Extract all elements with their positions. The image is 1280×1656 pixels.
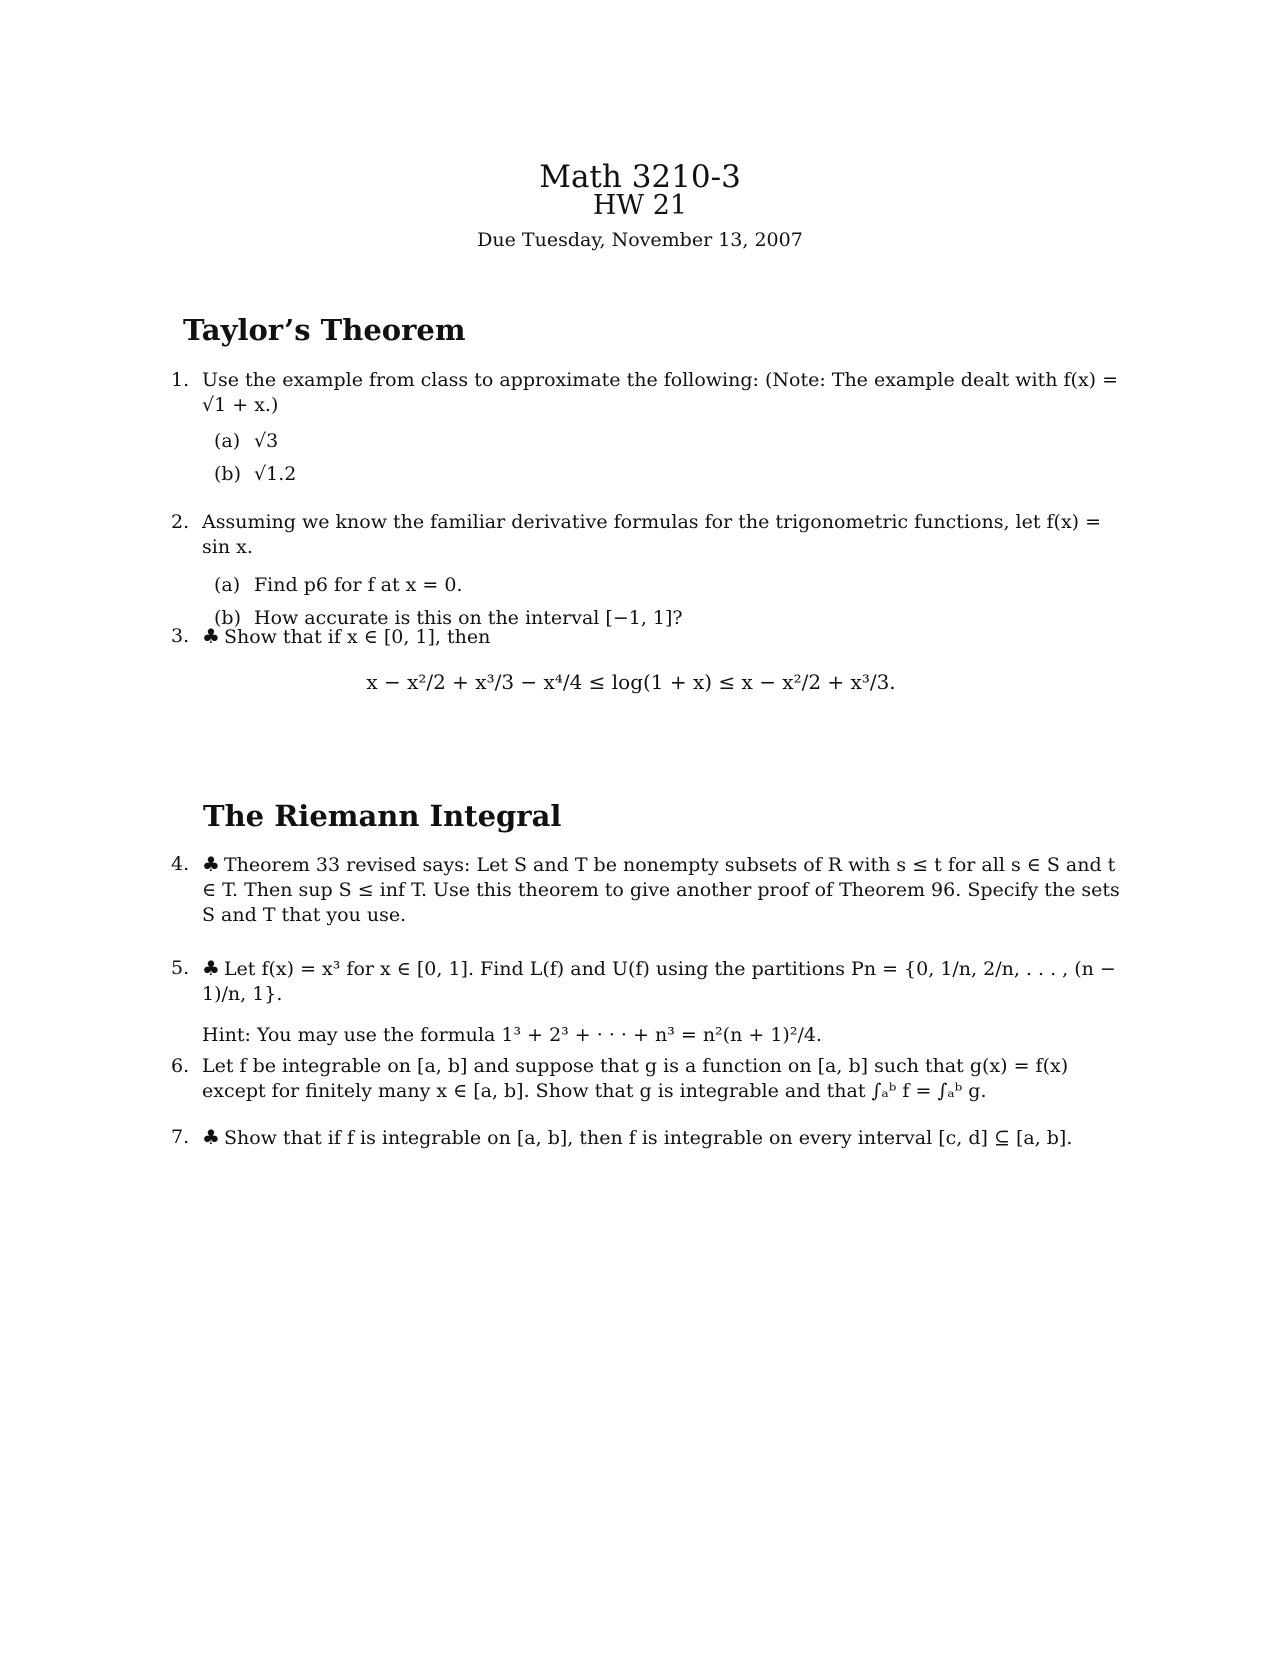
inequality-display: x − x²/2 + x³/3 − x⁴/4 ≤ log(1 + x) ≤ x − x²/2 + x³/3.: [366, 670, 896, 694]
problem-1: [171, 368, 1131, 491]
problem-number: 1.: [171, 369, 190, 391]
problem-text: Theorem 33 revised says: Let S and T be nonempty subsets of R with s ≤ t for all s ∈ S and t ∈ T. Then sup S ≤ inf T. Use this theorem to give another proof of Theorem 96. Specify the sets S and T that you use.: [202, 854, 1120, 926]
problem-text: Use the example from class to approximate the following: (Note: The example dealt with f(x) = √1 + x.): [202, 369, 1119, 416]
problem-number: 6.: [171, 1055, 190, 1077]
problem-text: Assuming we know the familiar derivative formulas for the trigonometric functions, let f(x) = sin x.: [202, 511, 1102, 558]
club-icon: ♣: [202, 1125, 220, 1149]
part-text: Find p6 for f at x = 0.: [254, 574, 463, 596]
club-icon: ♣: [202, 624, 220, 648]
section-heading-riemann: The Riemann Integral: [203, 799, 562, 833]
part-label: (b): [214, 463, 241, 485]
part-text: √1.2: [254, 463, 297, 485]
club-icon: ♣: [202, 852, 220, 876]
club-icon: ♣: [202, 956, 220, 980]
problem-3: [171, 624, 1131, 695]
problem-number: 5.: [171, 957, 190, 979]
problem-text: Show that if x ∈ [0, 1], then: [223, 626, 491, 648]
part-label: (a): [214, 430, 241, 452]
problem-number: 2.: [171, 511, 190, 533]
hint-text: Hint: You may use the formula 1³ + 2³ + · · · + n³ = n²(n + 1)²/4.: [202, 1024, 822, 1046]
problem-7: [171, 1125, 1131, 1151]
problem-text: Show that if f is integrable on [a, b], then f is integrable on every interval [c, d] ⊆ [a, b].: [223, 1127, 1073, 1149]
problem-part: [214, 569, 1131, 602]
title-block: [0, 159, 1280, 251]
problem-number: 7.: [171, 1126, 190, 1148]
problem-number: 4.: [171, 853, 190, 875]
problem-text: Let f(x) = x³ for x ∈ [0, 1]. Find L(f) and U(f) using the partitions Pn = {0, 1/n, 2/n, . . . , (n − 1)/n, 1}.: [202, 958, 1116, 1005]
part-text: How accurate is this on the interval [−1, 1]?: [254, 607, 683, 629]
problem-4: [171, 852, 1131, 928]
part-text: √3: [254, 430, 279, 452]
section-heading-taylor: Taylor’s Theorem: [183, 313, 466, 347]
part-label: (a): [214, 574, 241, 596]
assignment-title: HW 21: [592, 190, 688, 221]
problem-2: [171, 510, 1131, 635]
problem-6: [171, 1054, 1131, 1104]
due-date: Due Tuesday, November 13, 2007: [477, 229, 803, 251]
problem-part: [214, 425, 1131, 458]
problem-number: 3.: [171, 625, 190, 647]
problem-5: [171, 956, 1131, 1048]
problem-text: Let f be integrable on [a, b] and suppose that g is a function on [a, b] such that g(x) = f(x) except for finitely many x ∈ [a, b]. Show that g is integrable and that ∫ₐᵇ f = ∫ₐᵇ g.: [202, 1055, 1069, 1102]
part-label: (b): [214, 607, 241, 629]
course-title: Math 3210-3: [539, 159, 741, 195]
problem-part: [214, 458, 1131, 491]
